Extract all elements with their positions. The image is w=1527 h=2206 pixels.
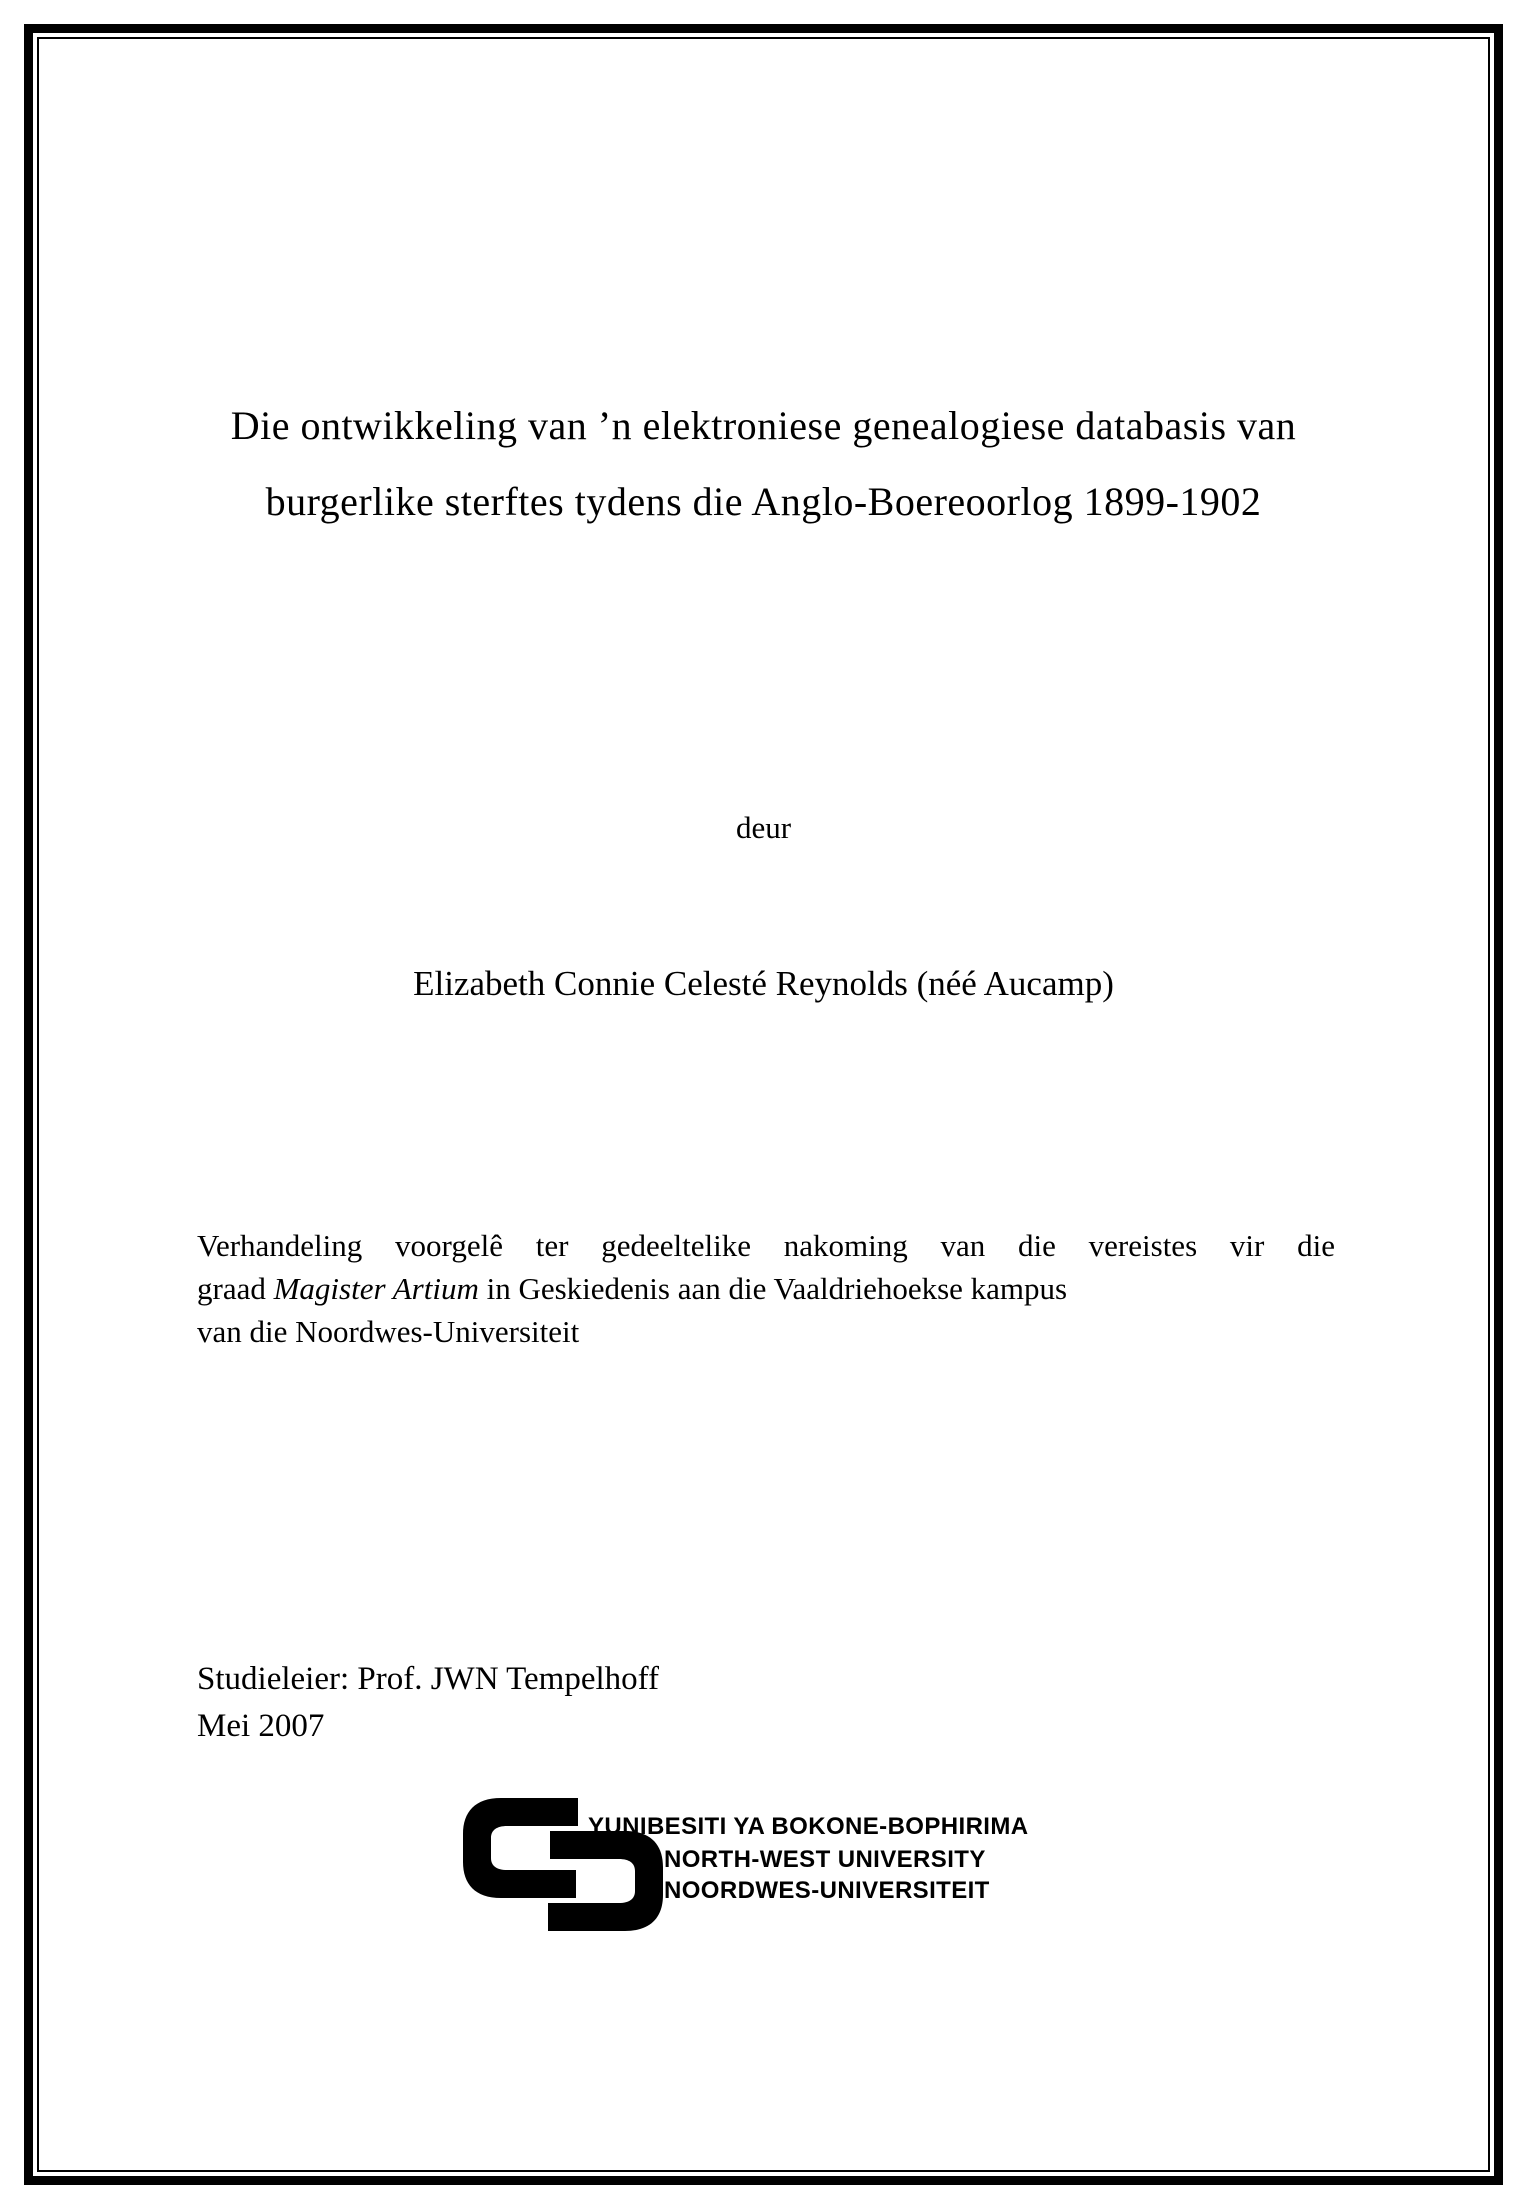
degree-statement-line-2 [197,1267,1335,1310]
degree-statement [197,1224,1335,1353]
thesis-title [120,388,1407,540]
thesis-title-line-1: Die ontwikkeling van ’n elektroniese genealogiese databasis van [230,403,1297,448]
degree-statement-line-2-pre: graad [197,1271,274,1306]
supervisor-line: Studieleier: Prof. JWN Tempelhoff [197,1661,660,1697]
thesis-title-line-2: burgerlike sterftes tydens die Anglo-Boereoorlog 1899-1902 [265,479,1262,524]
logo-text-setswana: YUNIBESITI YA BOKONE-BOPHIRIMA [588,1813,1029,1840]
logo-text-english: NORTH-WEST UNIVERSITY [664,1846,986,1873]
byline-word: deur [735,810,792,845]
university-logo [455,1790,1235,1950]
supervisor-block [197,1656,659,1750]
author-name: Elizabeth Connie Celesté Reynolds (néé Aucamp) [413,964,1114,1003]
date-line: Mei 2007 [197,1708,325,1744]
degree-name-italic: Magister Artium [273,1271,479,1306]
logo-text-afrikaans: NOORDWES-UNIVERSITEIT [664,1877,990,1904]
degree-statement-line-1: Verhandeling voorgelê ter gedeeltelike nakoming van die vereistes vir die [197,1228,1335,1263]
degree-statement-line-3: van die Noordwes-Universiteit [197,1314,580,1349]
degree-statement-line-2-post: in Geskiedenis aan die Vaaldriehoekse kampus [478,1271,1068,1306]
